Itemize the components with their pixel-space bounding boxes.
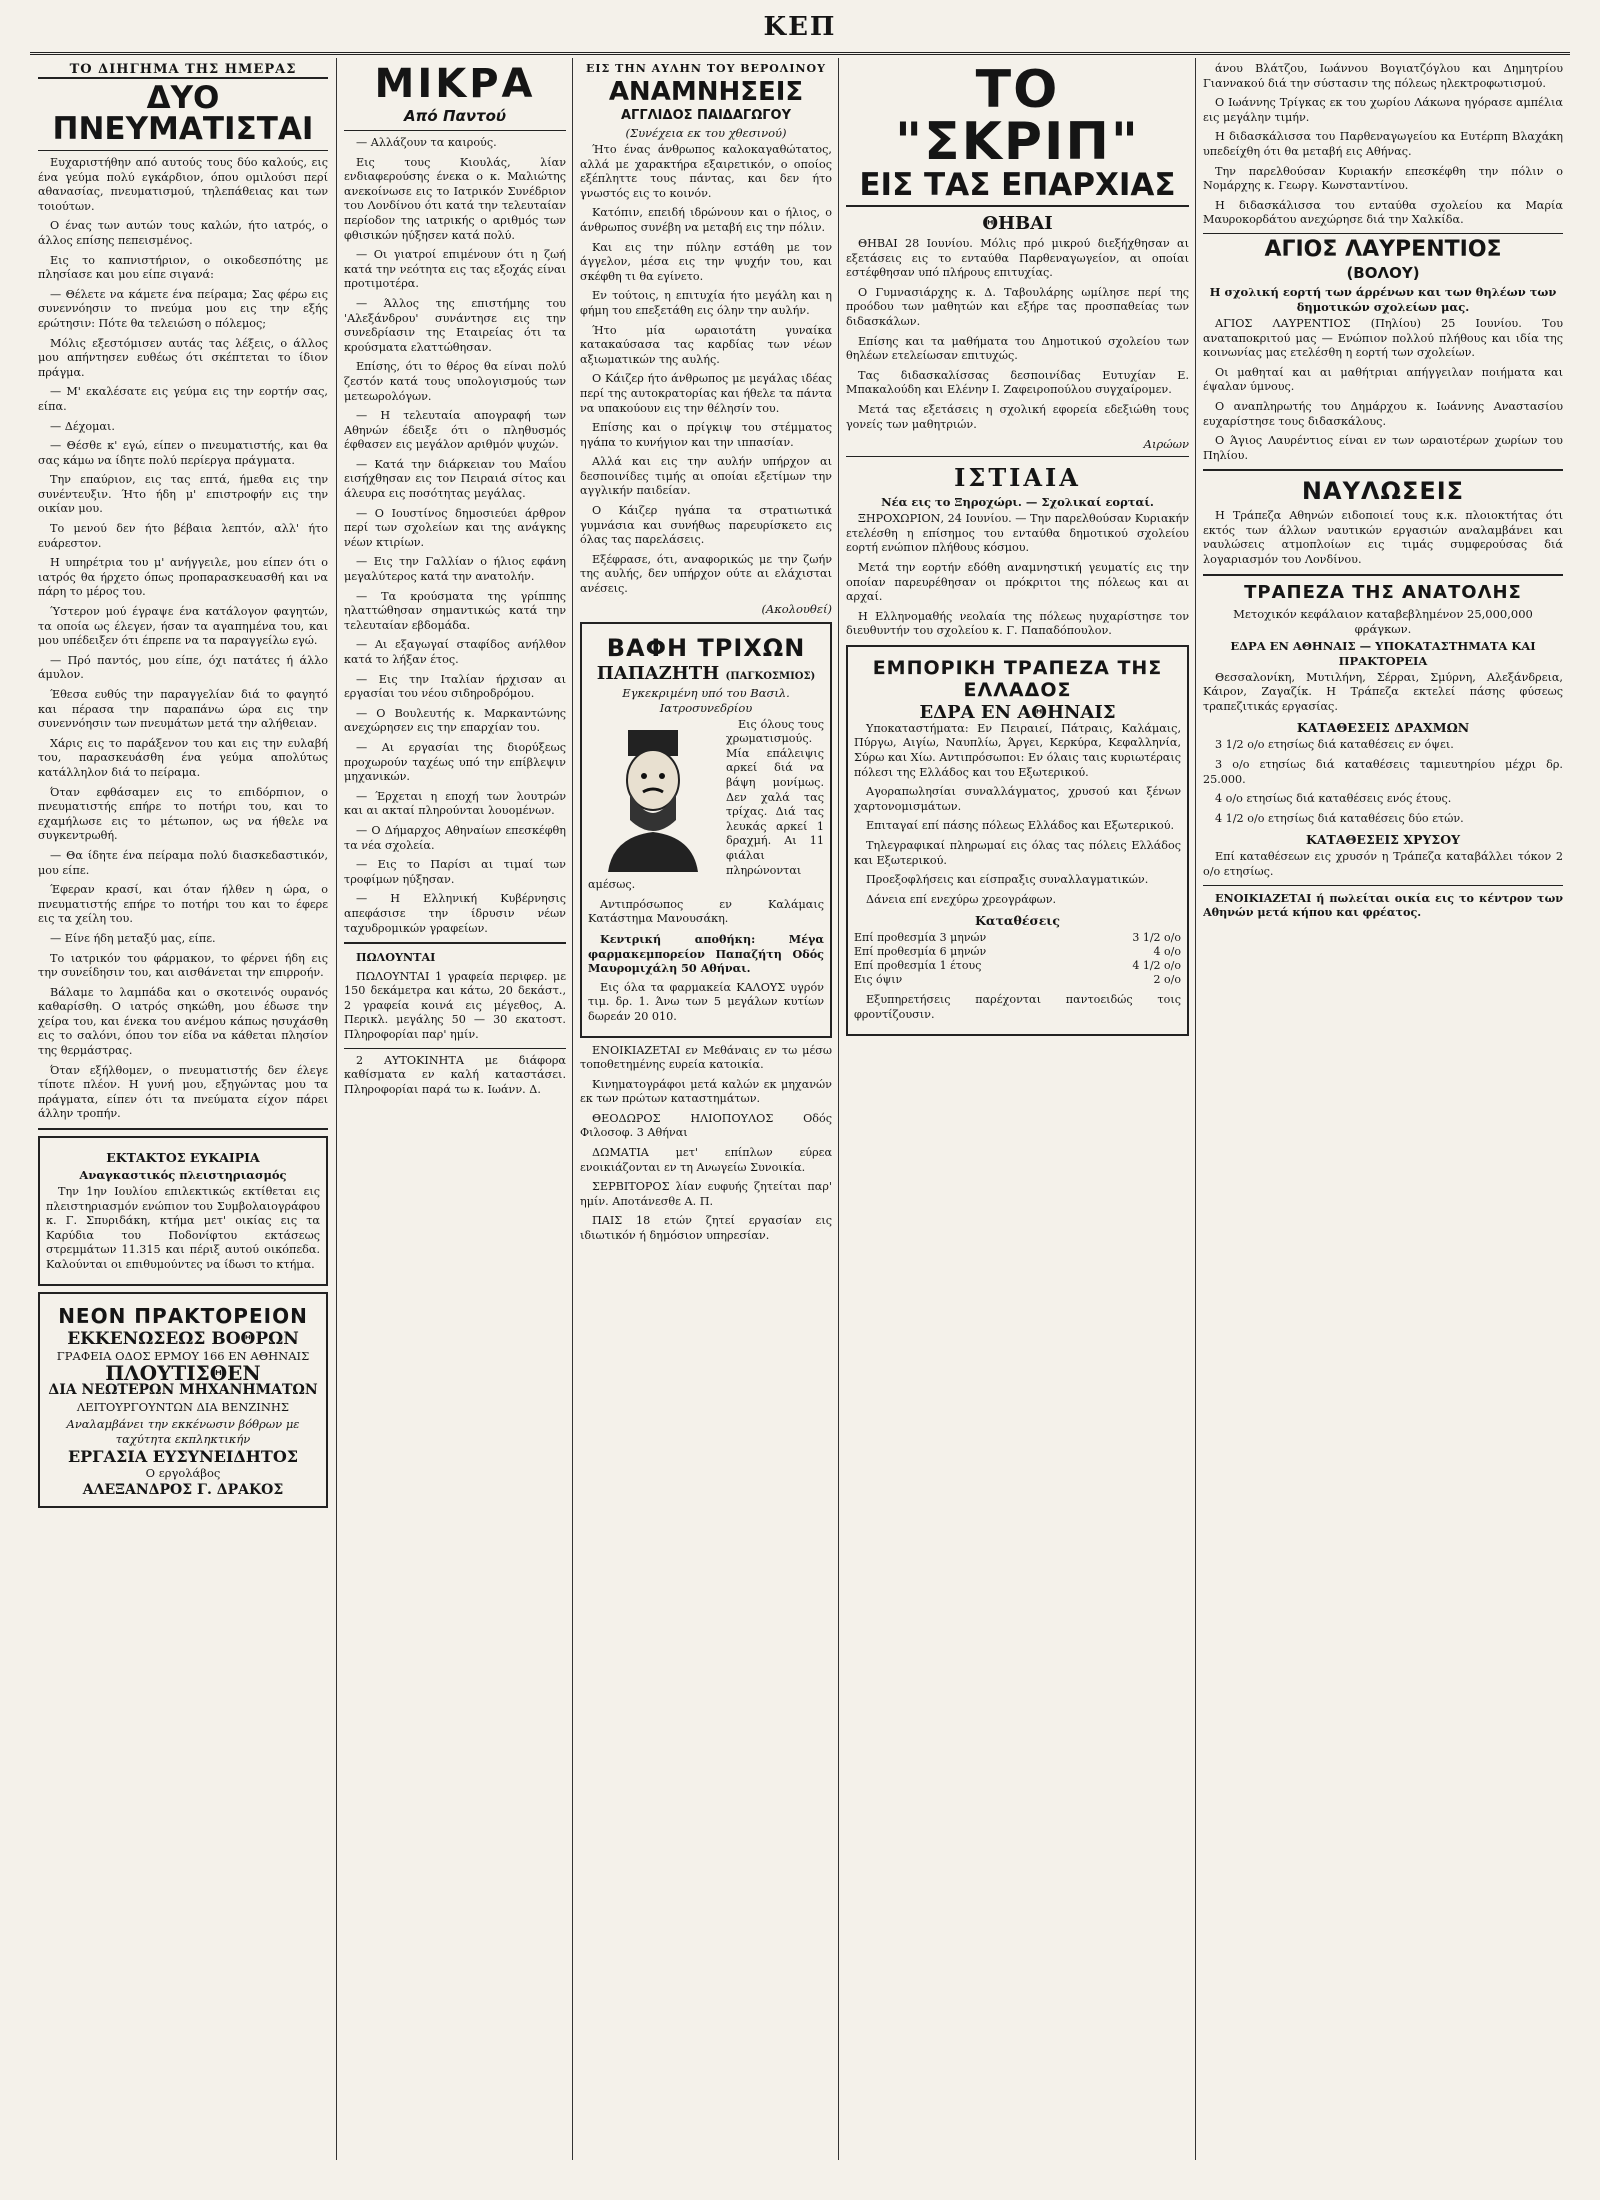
divider xyxy=(344,942,566,944)
story-headline: ΔΥΟ ΠΝΕΥΜΑΤΙΣΤΑΙ xyxy=(52,80,314,147)
story-paragraph: Έφεραν κρασί, και όταν ήλθεν η ώρα, ο πνευματιστής επήρε το ποτήρι του και το έφερε εις τα χείλη του. xyxy=(38,883,328,926)
rate-value: 3 1/2 ο/ο xyxy=(1132,931,1181,945)
top-rule xyxy=(30,52,1570,55)
memoir-paragraph: Ο Κάιζερ ήτο άνθρωπος με μεγάλας ιδέας περί της αυτοκρατορίας και ήθελε τα πάντα να υπακούουν εις την θέλησίν του. xyxy=(580,372,832,415)
advert-box xyxy=(38,1292,328,1508)
miscellany-body xyxy=(344,136,566,936)
service-item: Δάνεια επί ενεχύρω χρεογράφων. xyxy=(866,892,1057,906)
advert-line: Εις όλα τα φαρμακεία ΚΑΛΟΥΣ υγρόν τιμ. δρ. 1. Άνω των 5 μεγάλων κυτίων δωρεάν 20 010. xyxy=(588,980,824,1023)
advert-line: ΑΛΕΞΑΝΔΡΟΣ Γ. ΔΡΑΚΟΣ xyxy=(82,1481,284,1498)
service-item: Προεξοφλήσεις και είσπραξις συναλλαγματικών. xyxy=(866,873,1149,887)
rate-row xyxy=(854,931,1181,945)
report-paragraph: Οι μαθηταί και αι μαθήτριαι απήγγειλαν ποιήματα και έψαλαν ύμνους. xyxy=(1203,365,1563,394)
deposit-item: 3 1/2 ο/ο ετησίως διά καταθέσεις εν όψει. xyxy=(1215,738,1454,752)
news-item: — Έρχεται η εποχή των λουτρών και αι ακταί πληρούνται λουομένων. xyxy=(344,789,566,818)
story-paragraph: Την επαύριον, εις τας επτά, ήμεθα εις την συνέντευξιν. Ήτο ήδη μ' επιστροφήν εις την οικίαν μου. xyxy=(38,473,328,516)
rate-value: 4 1/2 ο/ο xyxy=(1132,959,1181,973)
column-memoirs xyxy=(580,62,832,2172)
report-signature: Αιρώων xyxy=(1143,437,1189,452)
story-kicker: ΤΟ ΔΙΗΓΗΜΑ ΤΗΣ ΗΜΕΡΑΣ xyxy=(38,62,328,79)
section-note: Η σχολική εορτή των άρρένων και των θηλέων των δημοτικών σχολείων μας. xyxy=(1209,284,1557,314)
story-paragraph: — Θέλετε να κάμετε ένα πείραμα; Σας φέρω εις συνεννόησιν το πνεύμα μου εις την εξής ερώτησιν: Πότε θα τελειώση ο πόλεμος; xyxy=(38,287,328,330)
report-paragraph: Την παρελθούσαν Κυριακήν επεσκέφθη την πόλιν ο Νομάρχης κ. Γεωργ. Κωνσταντίνου. xyxy=(1203,164,1563,193)
advert-body: Εις όλους τους χρωματισμούς. Μία επάλειψις αρκεί διά να βάψη μονίμως. Δεν χαλά τας τρίχας. Διά τας λευκάς αρκεί 1 δραχμή. Αι 11 φιάλαι πληρώνονται αμέσως. xyxy=(588,717,824,892)
news-item: Εις τους Κιουλάς, λίαν ενδιαφερούσης ένεκα ο κ. Μαλιώτης ανεκοίνωσε εις το Ιατρικόν Συνέδριον του Λονδίνου ότι κατά την τελευταίαν περίοδον της ιατρικής ο αριθμός των φθισικών ηύξησεν κατά πολύ. xyxy=(344,155,566,242)
divider xyxy=(344,130,566,131)
section-title: ΘΗΒΑΙ xyxy=(982,213,1053,234)
divider xyxy=(38,1128,328,1130)
memoir-paragraph: Εν τούτοις, η επιτυχία ήτο μεγάλη και η φήμη του επεξετάθη εις όλην την αυλήν. xyxy=(580,289,832,317)
story-paragraph: — Δέχομαι. xyxy=(50,419,115,433)
report-paragraph: Μετά τας εξετάσεις η σχολική εφορεία εδεξιώθη τους γονείς των μαθητριών. xyxy=(846,402,1189,431)
advert-line: ΕΚΚΕΝΩΣΕΩΣ ΒΟΘΡΩΝ xyxy=(67,1328,299,1349)
news-item: — Ο Βουλευτής κ. Μαρκαντώνης ανεχώρησεν εις την επαρχίαν του. xyxy=(344,706,566,735)
report-paragraph: Μετά την εορτήν εδόθη αναμνηστική γευματίς εις την οποίαν παρευρέθησαν οι πρόκριτοι της πόλεως και αι αρχαί. xyxy=(846,560,1189,604)
page-number: ΚΕΠ xyxy=(763,12,837,42)
news-item: — Ο Ιουστίνος δημοσιεύει άρθρον περί των σχολείων και της ανάγκης νέων κτιρίων. xyxy=(344,506,566,549)
advert-subtitle: ΕΔΡΑ ΕΝ ΑΘΗΝΑΙΣ xyxy=(919,701,1116,723)
advert-line: ΔΙΑ ΝΕΩΤΕΡΩΝ ΜΗΧΑΝΗΜΑΤΩΝ xyxy=(48,1381,318,1398)
section-title: ΑΓΙΟΣ ΛΑΥΡΕΝΤΙΟΣ xyxy=(1264,236,1502,262)
report-paragraph: Επίσης και τα μαθήματα του Δημοτικού σχολείου των θηλέων ετελείωσαν επιτυχώς. xyxy=(846,334,1189,363)
sale-notice-text: ΠΩΛΟΥΝΤΑΙ 1 γραφεία περιφερ. με 150 δεκάμετρα και κάτω, 20 δεκάστ., 2 γραφεία κοινά εις μέγεθος, Α. Περικλ. μεγάλης 50 — 30 εκατοστ. Πληροφορίαι παρ' ημίν. xyxy=(344,969,566,1042)
advert-brand: ΠΑΠΑΖΗΤΗ xyxy=(596,662,720,684)
story-paragraph: Η υπηρέτρια του μ' ανήγγειλε, μου είπεν ότι ο ιατρός θα ήρχετο όπως προπαρασκευασθή και να πάρη το μέρος του. xyxy=(38,556,328,599)
report-paragraph: άνου Βλάτζου, Ιωάννου Βογιατζόγλου και Δημητρίου Γιαννακού διά την σύστασιν της πόλεως ηλεκτροφωτισμού. xyxy=(1203,62,1563,90)
provinces-headline: ΤΟ "ΣΚΡΙΠ" xyxy=(895,62,1140,172)
report-paragraph: ΑΓΙΟΣ ΛΑΥΡΕΝΤΙΟΣ (Πηλίου) 25 Ιουνίου. Του αναταποκριτού μας — Ενώπιον πολλού πλήθους και ιδία της κοινωνίας μας ετελέσθη η εορτή των σχολείων. xyxy=(1203,316,1563,360)
story-paragraph: Εις το καπνιστήριον, ο οικοδεσπότης με πλησίασε και μου είπε σιγανά: xyxy=(38,253,328,282)
divider xyxy=(1203,469,1563,471)
bank-advert xyxy=(846,645,1189,1036)
advert-line: Εγκεκριμένη υπό του Βασιλ. Ιατροσυνεδρίου xyxy=(622,685,790,715)
gold-text: Επί καταθέσεων εις χρυσόν η Τράπεζα καταβάλλει τόκον 2 ο/ο ετησίως. xyxy=(1203,850,1563,878)
advert-body: Υποκαταστήματα: Εν Πειραιεί, Πάτραις, Καλάμαις, Πύργω, Αιγίω, Ναυπλίω, Άργει, Κερκύρα, Κεφαλληνία, Σύρω και Χίω. Αντιπρόσωποι: Εν όλαις ταις κυριωτέραις πόλεσι της Ελλάδος και του Εξωτερικού. xyxy=(854,721,1181,779)
memoir-paragraph: Αλλά και εις την αυλήν υπήρχον αι δεσποινίδες τιμής αι οποίαι εξετίμων την αγγλικήν παιδείαν. xyxy=(580,455,832,498)
story-paragraph: Βάλαμε το λαμπάδα και ο σκοτεινός ουρανός καθαρίσθη. Ο ιατρός σηκώθη, μου έδωσε την χείρα του, και ένεκα του ανέμου κάπως ησυχάσθη εις το σαλόνι, όπου τον είδα να κάθεται πλησίον της θερμάστρας. xyxy=(38,985,328,1058)
section-subtitle: (ΒΟΛΟΥ) xyxy=(1346,263,1420,282)
service-item: Τηλεγραφικαί πληρωμαί εις όλας τας πόλεις Ελλάδος και Εξωτερικού. xyxy=(854,839,1181,867)
advert-line: Ο εργολάβος xyxy=(145,1465,221,1480)
news-item: — Εις την Ιταλίαν ήρχισαν αι εργασίαι του νέου σιδηροδρόμου. xyxy=(344,672,566,701)
memoir-paragraph: Ο Κάιζερ ηγάπα τα στρατιωτικά γυμνάσια και συνήθως παρευρίσκετο εις όλας τας παρελάσεις. xyxy=(580,504,832,547)
advert-line: ΕΡΓΑΣΙΑ ΕΥΣΥΝΕΙΔΗΤΟΣ xyxy=(67,1446,299,1466)
report-paragraph: Η Ελληνομαθής νεολαία της πόλεως ηυχαρίστησε τον διευθυντήν του σχολείου κ. Γ. Παπαδόπουλον. xyxy=(846,609,1189,638)
classified-ad: ΕΝΟΙΚΙΑΖΕΤΑΙ εν Μεθάναις εν τω μέσω τοποθετημένης ευρεία κατοικία. xyxy=(580,1043,832,1072)
miscellany-subhead: Από Παντού xyxy=(403,107,507,125)
news-item: — Κατά την διάρκειαν του Μαΐου εισήχθησαν εις τον Πειραιά σίτος και άλευρα εις ποσότητας μεγάλας. xyxy=(344,457,566,501)
news-item: — Αι εξαγωγαί σταφίδος ανήλθον κατά το λήξαν έτος. xyxy=(344,638,566,666)
sale-notice-title: ΠΩΛΟΥΝΤΑΙ xyxy=(356,950,436,965)
section-title: ΙΣΤΙΑΙΑ xyxy=(954,463,1081,493)
column-regional xyxy=(1203,62,1563,2172)
story-paragraph: Χάρις εις το παράξενον του και εις την ευλαβή του, παρασκευάσθη ένα γεύμα απολύτως κατάλληλον διά το πείραμα. xyxy=(38,736,328,779)
report-paragraph: ΘΗΒΑΙ 28 Ιουνίου. Μόλις πρό μικρού διεξήχθησαν αι εξετάσεις εις το ενταύθα Παρθεναγωγείον, αι οποίαι εστέφθησαν υπό πλήρους επιτυχίας. xyxy=(846,237,1189,280)
advert-line: ΛΕΙΤΟΥΡΓΟΥΝΤΩΝ ΔΙΑ ΒΕΝΖΙΝΗΣ xyxy=(76,1399,290,1414)
rate-row xyxy=(854,945,1181,959)
advert-line: ΓΡΑΦΕΙΑ ΟΔΟΣ ΕΡΜΟΥ 166 ΕΝ ΑΘΗΝΑΙΣ xyxy=(56,1348,310,1363)
divider xyxy=(38,150,328,151)
report-paragraph: Ο Άγιος Λαυρέντιος είναι εν των ωραιοτέρων χωρίων του Πηλίου. xyxy=(1203,434,1563,462)
column-story xyxy=(38,62,328,2172)
regional-body xyxy=(1203,62,1563,228)
news-item: — Αι εργασίαι της διορύξεως προχωρούν ταχέως υπό την επίβλεψιν μηχανικών. xyxy=(344,740,566,784)
bank-capital: Μετοχικόν κεφάλαιον καταβεβλημένον 25,000,000 φράγκων. xyxy=(1233,606,1533,636)
news-item: — Εις την Γαλλίαν ο ήλιος εφάνη μεγαλύτερος κατά την ανατολήν. xyxy=(344,555,566,584)
memoirs-kicker: ΕΙΣ ΤΗΝ ΑΥΛΗΝ ΤΟΥ ΒΕΡΟΛΙΝΟΥ xyxy=(586,62,826,75)
report-paragraph: Η διδασκάλισσα του ενταύθα σχολείου κα Μαρία Μαυροκορδάτου ανεχώρησε διά την Χαλκίδα. xyxy=(1203,198,1563,227)
advert-line: Αναλαμβάνει την εκκένωσιν βόθρων με ταχύτητα εκπληκτικήν xyxy=(66,1416,300,1446)
advert-line: Κεντρική αποθήκη: Μέγα φαρμακεμπορείον Παπαζήτη Οδός Μαυρομιχάλη 50 Αθήναι. xyxy=(588,931,824,976)
memoir-paragraph: Και εις την πύλην εστάθη με τον άγγελον, μέσα εις την ψυχήν του, και σκέφθη τι θα εγίνετο. xyxy=(580,240,832,283)
memoir-paragraph: Ήτο ένας άνθρωπος καλοκαγαθώτατος, αλλά με χαρακτήρα εξαιρετικόν, ο οποίος εξέπληττε τους πάντας, και δεν ήτο γνωστός εις το κοινόν. xyxy=(580,143,832,200)
memoir-paragraph: Κατόπιν, επειδή ιδρώνουν και ο ήλιος, ο άνθρωπος συνέβη να μεταβή εις την πόλιν. xyxy=(580,206,832,234)
column-rule xyxy=(838,58,839,2160)
notice-title: ΕΚΤΑΚΤΟΣ ΕΥΚΑΙΡΙΑ xyxy=(106,1150,260,1166)
report-paragraph: Ο Ιωάννης Τρίγκας εκ του χωρίου Λάκωνα ηγόρασε αμπέλια εις μεγάλην τιμήν. xyxy=(1203,96,1563,124)
memoirs-headline: ΑΝΑΜΝΗΣΕΙΣ xyxy=(608,77,804,107)
rate-label: Εις όψιν xyxy=(854,973,903,987)
story-paragraph: — Πρό παντός, μου είπε, όχι πατάτες ή άλλο άμυλον. xyxy=(38,653,328,682)
advert-line: Αντιπρόσωπος εν Καλάμαις Κατάστημα Μανουσάκη. xyxy=(588,897,824,926)
rate-label: Επί προθεσμία 3 μηνών xyxy=(854,931,987,945)
memoir-paragraph: Εξέφρασε, ότι, αναφορικώς με την ζωήν της αυλής, δεν υπήρχον ούτε αι ελάχισται ανέσεις. xyxy=(580,552,832,596)
divider xyxy=(1203,885,1563,886)
report-paragraph: Ο αναπληρωτής του Δημάρχου κ. Ιωάννης Αναστασίου ευχαρίστησε τους διδασκάλους. xyxy=(1203,399,1563,428)
story-paragraph: — Είνε ήδη μεταξύ μας, είπε. xyxy=(50,931,216,945)
hair-dye-advert xyxy=(580,622,832,1038)
report-paragraph: Η διδασκάλισσα του Παρθεναγωγείου κα Ευτέρπη Βλαχάκη υπεδείχθη ότι θα μεταβή εις Αθήνας. xyxy=(1203,130,1563,158)
rate-label: Επί προθεσμία 1 έτους xyxy=(854,959,982,973)
deposit-item: 4 ο/ο ετησίως διά καταθέσεις ενός έτους. xyxy=(1215,792,1452,806)
divider xyxy=(344,1048,566,1049)
story-paragraph: — Μ' εκαλέσατε εις γεύμα εις την εορτήν σας, είπα. xyxy=(38,385,328,413)
story-paragraph: Όταν εξήλθομεν, ο πνευματιστής δεν έλεγε τίποτε πλέον. Η γυνή μου, εξηγώντας μου τα πράγματα, είπεν ότι τα πνεύματα είχον πάρει άλλην τροπήν. xyxy=(38,1063,328,1121)
service-item: Αγοραπωλησίαι συναλλάγματος, χρυσού και ξένων χαρτονομισμάτων. xyxy=(854,785,1181,813)
classified-ad: ΔΩΜΑΤΙΑ μετ' επίπλων εύρεα ενοικιάζονται εν τη Ανωγείω Συνοικία. xyxy=(580,1146,832,1174)
bank-text: Θεσσαλονίκη, Μυτιλήνη, Σέρραι, Σμύρνη, Αλεξάνδρεια, Κάιρον, Ζαγαζίκ. Η Τράπεζα εκτελεί πάσης φύσεως τραπεζιτικάς εργασίας. xyxy=(1203,670,1563,713)
news-item: — Η Ελληνική Κυβέρνησις απεφάσισε την ίδρυσιν νέων ταχυδρομικών γραφείων. xyxy=(344,892,566,935)
divider xyxy=(1203,574,1563,576)
memoirs-note: (Συνέχεια εκ του χθεσινού) xyxy=(625,126,787,140)
rates-title: Καταθέσεις xyxy=(975,913,1060,929)
advert-title: ΒΑΦΗ ΤΡΙΧΩΝ xyxy=(606,633,806,662)
story-body xyxy=(38,156,328,1122)
advert-line: ΠΛΟΥΤΙΣΘΕΝ xyxy=(105,1360,261,1385)
story-paragraph: Μόλις εξεστόμισεν αυτάς τας λέξεις, ο άλλος μου απήντησεν ευθέως ότι σκέπτεται το ίδιον πράγμα. xyxy=(38,336,328,379)
shipping-title: ΝΑΥΛΩΣΕΙΣ xyxy=(1301,477,1465,506)
notice-subtitle: Αναγκαστικός πλειστηριασμός xyxy=(79,1168,287,1183)
column-rule xyxy=(572,58,573,2160)
deposits-title: ΚΑΤΑΘΕΣΕΙΣ ΔΡΑΧΜΩΝ xyxy=(1296,720,1470,736)
rate-value: 4 ο/ο xyxy=(1153,945,1181,959)
deposit-item: 3 ο/ο ετησίως διά καταθέσεις ταμιευτηρίου μέχρι δρ. 25.000. xyxy=(1203,758,1563,786)
advert-title: ΝΕΟΝ ΠΡΑΚΤΟΡΕΙΟΝ xyxy=(58,1303,308,1328)
story-paragraph: Όταν εφθάσαμεν εις το επιδόρπιον, ο πνευματιστής επήρε το ποτήρι του, και το εχαμήλωσε εις το μέτωπον, ως να ήθελε να συγκεντρωθή. xyxy=(38,785,328,843)
advert-tag: (ΠΑΓΚΟΣΜΙΟΣ) xyxy=(725,670,816,682)
memoir-paragraph: Επίσης και ο πρίγκιψ του στέμματος ηγάπα το κυνήγιον και την ιππασίαν. xyxy=(580,421,832,449)
advert-footer: Εξυπηρετήσεις παρέχονται παντοειδώς τοις φροντίζουσιν. xyxy=(854,993,1181,1021)
thebes-report xyxy=(846,237,1189,432)
divider xyxy=(1203,233,1563,234)
report-paragraph: Τας διδασκαλίσσας δεσποινίδας Ευτυχίαν Ε. Μπακαλούδη και Ελένην Ι. Ζαφειροπούλου συγχαίρομεν. xyxy=(846,368,1189,397)
bank-subtitle: ΕΔΡΑ ΕΝ ΑΘΗΝΑΙΣ — ΥΠΟΚΑΤΑΣΤΗΜΑΤΑ ΚΑΙ ΠΡΑΚΤΟΡΕΙΑ xyxy=(1230,638,1536,668)
notice-text: Την 1ην Ιουλίου επιλεκτικώς εκτίθεται εις πλειστηριασμόν ενώπιον του Συμβολαιογράφου κ. Γ. Σπυριδάκη, κτήμα μετ' οικίας εις τα Καρύδια του Ποδονίφτου εκτάσεως στρεμμάτων 11.315 και πέριξ αυτού οικόπεδα. Καλούνται οι επιθυμούντες να ίδωσι το κτήμα. xyxy=(46,1185,320,1271)
notice-box xyxy=(38,1136,328,1286)
deposit-item: 4 1/2 ο/ο ετησίως διά καταθέσεις δύο ετών. xyxy=(1215,811,1464,825)
advert-title: ΕΜΠΟΡΙΚΗ ΤΡΑΠΕΖΑ ΤΗΣ ΕΛΛΑΔΟΣ xyxy=(872,656,1163,701)
column-rule xyxy=(1195,58,1196,2160)
memoirs-body xyxy=(580,143,832,597)
report-paragraph: ΞΗΡΟΧΩΡΙΟΝ, 24 Ιουνίου. — Την παρελθούσαν Κυριακήν ετελέσθη η επίσημος του ενταύθα δημοτικού σχολείου εορτή ενώπιον πλήθους κόσμου. xyxy=(846,512,1189,555)
news-item: — Τα κρούσματα της γρίππης ηλαττώθησαν σημαντικώς κατά την τελευταίαν εβδομάδα. xyxy=(344,589,566,632)
bank-title: ΤΡΑΠΕΖΑ ΤΗΣ ΑΝΑΤΟΛΗΣ xyxy=(1244,581,1522,603)
news-item: — Εις το Παρίσι αι τιμαί των τροφίμων ηύξησαν. xyxy=(344,858,566,886)
classified-ad: ΣΕΡΒΙΤΟΡΟΣ λίαν ευφυής ζητείται παρ' ημίν. Αποτάνεσθε Α. Π. xyxy=(580,1180,832,1208)
gold-title: ΚΑΤΑΘΕΣΕΙΣ ΧΡΥΣΟΥ xyxy=(1305,832,1461,848)
news-item: — Η τελευταία απογραφή των Αθηνών έδειξε ότι ο πληθυσμός έφθασεν εις μεγάλον αριθμόν ψυχών. xyxy=(344,409,566,452)
classifieds xyxy=(580,1044,832,1244)
report-paragraph: Ο Γυμνασιάρχης κ. Δ. Ταβουλάρης ωμίλησε περί της προόδου των μαθητών και εξήρε τας προσπαθείας των διδασκάλων. xyxy=(846,285,1189,328)
news-item: — Αλλάζουν τα καιρούς. xyxy=(356,136,497,149)
bank-services xyxy=(854,785,1181,907)
classified-notice: ΕΝΟΙΚΙΑΖΕΤΑΙ ή πωλείται οικία εις το κέντρον των Αθηνών μετά κήπου και φρέατος. xyxy=(1203,890,1563,920)
story-paragraph: Το μενού δεν ήτο βέβαια λεπτόν, αλλ' ήτο ευάρεστον. xyxy=(38,522,328,550)
section-subtitle: Νέα εις το Ξηροχώρι. — Σχολικαί εορταί. xyxy=(881,495,1154,510)
news-item: — Οι γιατροί επιμένουν ότι η ζωή κατά την νεότητα εις τας εξοχάς είναι προτιμοτέρα. xyxy=(344,248,566,291)
news-item: — Ο Δήμαρχος Αθηναίων επεσκέφθη τα νέα σχολεία. xyxy=(344,823,566,852)
rates-table xyxy=(854,931,1181,987)
shipping-text: Η Τράπεζα Αθηνών ειδοποιεί τους κ.κ. πλοιοκτήτας ότι εκτός των άλλων ναυτικών εργασιών αναλαμβάνει και ναυλώσεις ατμοπλοίων εις τιμάς συμφερούσας διά λογαριασμόν του Λονδίνου. xyxy=(1203,509,1563,567)
story-paragraph: — Θέσθε κ' εγώ, είπεν ο πνευματιστής, και θα σας κάμω να ίδητε πολύ περίεργα πράγματα. xyxy=(38,439,328,467)
memoirs-subhead: ΑΓΓΛΙΔΟΣ ΠΑΙΔΑΓΩΓΟΥ xyxy=(620,108,792,123)
portrait-illustration xyxy=(588,722,718,872)
istiaia-report xyxy=(846,512,1189,639)
column-provinces xyxy=(846,62,1189,2172)
cars-notice: 2 ΑΥΤΟΚΙΝΗΤΑ με διάφορα καθίσματα εν καλή καταστάσει. Πληροφορίαι παρά τω κ. Ιωάνν. Δ. xyxy=(344,1053,566,1096)
lavrentios-report xyxy=(1203,317,1563,463)
memoir-paragraph: Ήτο μία ωραιοτάτη γυναίκα κατακαύσασα τας καρδίας των νέων αξιωματικών της αυλής. xyxy=(580,323,832,366)
news-item: — Άλλος της επιστήμης του 'Αλεξάνδρου' συνάντησε εις την συνεδρίασιν της Εταιρείας ότι τα κρούσματα ελαττώθησαν. xyxy=(344,296,566,354)
story-paragraph: Ευχαριστήθην από αυτούς τους δύο καλούς, εις ένα γεύμα πολύ εγκάρδιον, όπου ομιλούσι περί αθανασίας, πνευματισμού, τηλεπάθειας και των τοιούτων. xyxy=(38,156,328,213)
column-miscellany xyxy=(344,62,566,2172)
rate-row xyxy=(854,973,1181,987)
story-paragraph: Ύστερον μού έγραψε ένα κατάλογον φαγητών, τα οποία ως έλεγεν, ήσαν τα αγαπημένα του, και μου υπέδειξεν ότι έπρεπε να τα παραγγείλω εγώ. xyxy=(38,605,328,648)
classified-ad: ΠΑΙΣ 18 ετών ζητεί εργασίαν εις ιδιωτικόν ή δημόσιον υπηρεσίαν. xyxy=(580,1214,832,1243)
memoirs-closing: (Ακολουθεί) xyxy=(761,601,832,616)
service-item: Επιταγαί επί πάσης πόλεως Ελλάδος και Εξωτερικού. xyxy=(866,819,1175,833)
rate-value: 2 ο/ο xyxy=(1153,973,1181,987)
divider xyxy=(846,456,1189,457)
rate-label: Επί προθεσμία 6 μηνών xyxy=(854,945,987,959)
rate-row xyxy=(854,959,1181,973)
classified-ad: Κινηματογράφοι μετά καλών εκ μηχανών εκ των πρώτων καταστημάτων. xyxy=(580,1077,832,1106)
advert-name xyxy=(588,662,824,684)
story-paragraph: — Θα ίδητε ένα πείραμα πολύ διασκεδαστικόν, μου είπε. xyxy=(38,848,328,877)
story-paragraph: Ο ένας των αυτών τους καλών, ήτο ιατρός, ο άλλος επίσης πεπεισμένος. xyxy=(38,219,328,247)
provinces-subhead: ΕΙΣ ΤΑΣ ΕΠΑΡΧΙΑΣ xyxy=(846,170,1189,207)
story-paragraph: Έθεσα ευθύς την παραγγελίαν διά το φαγητό και πέρασα την παραπάνω ώρα εις την συνεννόησιν των πνευμάτων μετά την αλήθειαν. xyxy=(38,688,328,731)
miscellany-headline: ΜΙΚΡΑ xyxy=(374,62,536,107)
column-rule xyxy=(336,58,337,2160)
deposits-list xyxy=(1203,738,1563,826)
story-paragraph: Το ιατρικόν του φάρμακον, το φέρνει ήδη εις την συνείδησιν του, και αισθάνεται την επιρροήν. xyxy=(38,951,328,980)
news-item: Επίσης, ότι το θέρος θα είναι πολύ ζεστόν κατά τους υπολογισμούς των μετεωρολόγων. xyxy=(344,360,566,403)
classified-ad: ΘΕΟΔΩΡΟΣ ΗΛΙΟΠΟΥΛΟΣ Οδός Φιλοσοφ. 3 Αθήναι xyxy=(580,1111,832,1140)
